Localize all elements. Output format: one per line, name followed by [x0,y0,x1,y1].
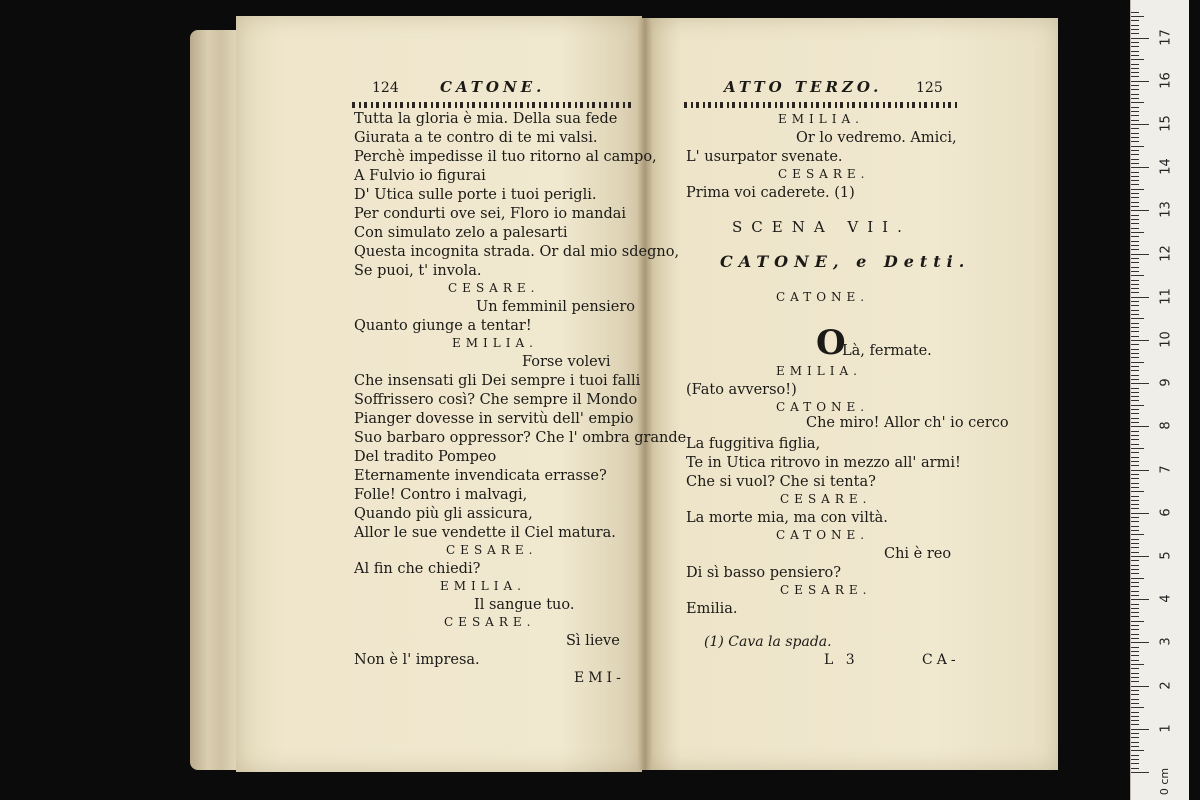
ruler-tick [1131,470,1149,471]
ruler-tick [1131,102,1144,103]
ruler-tick [1131,72,1139,73]
ruler-tick [1131,426,1149,427]
ruler-tick [1131,33,1139,34]
ruler-tick [1131,392,1139,393]
ruler-tick [1131,465,1139,466]
ruler-tick [1131,660,1139,661]
right-line: Che miro! Allor ch' io cerco [806,415,1009,431]
ruler-tick [1131,552,1139,553]
ruler-tick [1131,64,1139,65]
right-line: Emilia. [686,601,738,617]
ruler-tick [1131,616,1139,617]
speaker-name: CESARE. [780,583,872,597]
catchword: EMI- [574,670,625,686]
speaker-name: CATONE. [776,528,870,542]
ruler-tick [1131,288,1139,289]
speaker-name: CESARE. [446,543,538,557]
right-line: Che si vuol? Che si tenta? [686,474,876,490]
ruler-tick [1131,388,1139,389]
ruler-tick [1131,210,1149,211]
ruler-tick [1131,280,1139,281]
ruler-tick [1131,686,1149,687]
right-line: Or lo vedremo. Amici, [796,130,957,146]
left-line: Tutta la gloria è mia. Della sua fede [354,111,618,127]
right-line: Prima voi caderete. (1) [686,185,855,201]
ruler-tick [1131,133,1139,134]
ruler-tick [1131,439,1139,440]
ruler-tick [1131,733,1139,734]
ruler-tick [1131,219,1139,220]
ruler-tick [1131,491,1144,492]
left-line: Perchè impedisse il tuo ritorno al campo, [354,149,657,165]
ruler-tick [1131,690,1139,691]
ruler-tick [1131,534,1144,535]
ruler-tick [1131,694,1139,695]
ruler-tick [1131,383,1149,384]
ruler-tick [1131,232,1144,233]
right-line: (Fato avverso!) [686,382,797,398]
left-line: Del tradito Pompeo [354,449,497,465]
ruler-tick [1131,621,1144,622]
left-line: A Fulvio io figurai [354,168,486,184]
ruler-tick [1131,474,1139,475]
ruler-tick [1131,366,1139,367]
ruler-tick [1131,746,1139,747]
ruler-tick [1131,573,1139,574]
left-line: Suo barbaro oppressor? Che l' ombra grande [354,430,687,446]
ruler-tick [1131,724,1139,725]
ruler-tick [1131,94,1139,95]
ruler-tick [1131,586,1139,587]
ruler-tick [1131,85,1139,86]
left-line: Pianger dovesse in servitù dell' empio [354,411,634,427]
right-running-head: ATTO TERZO. [724,78,883,96]
ruler-tick [1131,422,1139,423]
ruler-tick [1131,318,1144,319]
ruler-tick [1131,327,1139,328]
ruler-tick [1131,500,1139,501]
ruler-tick [1131,89,1139,90]
ruler-tick [1131,712,1139,713]
left-line: Che insensati gli Dei sempre i tuoi falli [354,373,641,389]
ruler-tick [1131,638,1139,639]
ruler-number: 4 [1158,594,1174,603]
left-line: Non è l' impresa. [354,652,480,668]
ruler-number: 2 [1158,680,1174,690]
ruler-tick [1131,55,1139,56]
ruler-tick [1131,608,1139,609]
ruler-tick [1131,223,1139,224]
ruler-tick [1131,612,1139,613]
speaker-name: CATONE. [776,290,870,304]
scene-heading: SCENA VII. [732,218,911,236]
ruler-tick [1131,254,1149,255]
left-line: Con simulato zelo a palesarti [354,225,568,241]
left-line: Questa incognita strada. Or dal mio sdegno, [354,244,680,260]
speaker-name: CESARE. [778,167,870,181]
ruler-tick [1131,720,1139,721]
signature-mark: L 3 [824,652,859,668]
catchword: CA- [922,652,960,668]
ruler-tick [1131,448,1144,449]
ruler-tick [1131,159,1139,160]
ruler-tick [1131,370,1139,371]
ruler-tick [1131,504,1139,505]
ruler-tick [1131,565,1139,566]
right-line: La fuggitiva figlia, [686,436,821,452]
ruler-tick [1131,405,1144,406]
ruler-tick [1131,375,1139,376]
ruler-tick [1131,578,1144,579]
right-line: L' usurpator svenate. [686,149,843,165]
ruler-tick [1131,236,1139,237]
ruler-number: 16 [1158,72,1174,89]
ruler-tick [1131,107,1139,108]
left-line: Sì lieve [566,633,620,649]
ruler-tick [1131,461,1139,462]
ruler-tick [1131,487,1139,488]
ruler-tick [1131,418,1139,419]
ruler-tick [1131,111,1139,112]
ruler-tick [1131,673,1139,674]
left-line: Forse volevi [522,354,611,370]
right-line: Di sì basso pensiero? [686,565,842,581]
measuring-ruler [1130,0,1189,800]
ruler-tick [1131,193,1139,194]
ruler-tick [1131,772,1149,773]
ruler-tick [1131,189,1144,190]
ruler-tick [1131,547,1139,548]
left-line: Se puoi, t' invola. [354,263,482,279]
speaker-name: CESARE. [780,492,872,506]
ruler-tick [1131,556,1149,557]
ruler-tick [1131,275,1144,276]
ruler-tick [1131,176,1139,177]
scene-characters: CATONE, e Detti. [720,252,971,271]
left-line: Per condurti ove sei, Floro io mandai [354,206,627,222]
ruler-tick [1131,699,1139,700]
ruler-tick [1131,146,1144,147]
ruler-tick [1131,128,1139,129]
ruler-tick [1131,331,1139,332]
ruler-tick [1131,496,1139,497]
footnote: (1) Cava la spada. [704,634,832,650]
left-line: D' Utica sulle porte i tuoi perigli. [354,187,597,203]
ruler-tick [1131,647,1139,648]
right-page-number: 125 [916,80,943,96]
ruler-number: 17 [1158,28,1174,46]
ruler-number: 3 [1158,637,1174,647]
ruler-tick [1131,245,1139,246]
ruler-tick [1131,582,1139,583]
ruler-tick [1131,262,1139,263]
speaker-name: EMILIA. [452,336,538,350]
ruler-tick [1131,340,1149,341]
right-line: Te in Utica ritrovo in mezzo all' armi! [686,455,961,471]
ruler-tick [1131,349,1139,350]
ruler-tick [1131,625,1139,626]
right-head-ornament [684,102,960,108]
ruler-tick [1131,742,1139,743]
ruler-number: 5 [1158,551,1174,560]
ruler-tick [1131,172,1139,173]
ruler-tick [1131,184,1139,185]
ruler-tick [1131,703,1139,704]
ruler-tick [1131,76,1139,77]
ruler-tick [1131,604,1139,605]
left-head-ornament [352,102,632,108]
ruler-tick [1131,413,1139,414]
ruler-tick [1131,539,1139,540]
speaker-name: CESARE. [444,615,536,629]
ruler-tick [1131,560,1139,561]
ruler-tick [1131,301,1139,302]
ruler-tick [1131,215,1139,216]
ruler-tick [1131,137,1139,138]
ruler-tick [1131,634,1139,635]
ruler-number: 13 [1158,201,1174,219]
ruler-tick [1131,569,1139,570]
ruler-tick [1131,729,1149,730]
ruler-tick [1131,409,1139,410]
ruler-number: 7 [1158,464,1174,474]
ruler-tick [1131,483,1139,484]
ruler-tick [1131,16,1144,17]
ruler-tick [1131,267,1139,268]
ruler-tick [1131,297,1149,298]
left-line: Eternamente invendicata errasse? [354,468,607,484]
ruler-tick [1131,12,1139,13]
left-line: Un femminil pensiero [476,299,635,315]
ruler-tick [1131,655,1139,656]
ruler-tick [1131,444,1139,445]
ruler-tick [1131,457,1139,458]
ruler-tick [1131,310,1139,311]
right-line: La morte mia, ma con viltà. [686,510,888,526]
right-line: Là, fermate. [842,343,932,359]
ruler-tick [1131,228,1139,229]
ruler-tick [1131,357,1139,358]
ruler-tick [1131,677,1139,678]
ruler-number: 6 [1158,508,1174,517]
ruler-tick [1131,150,1139,151]
ruler-tick [1131,517,1139,518]
ruler-number: 9 [1158,378,1174,387]
left-line: Soffrissero così? Che sempre il Mondo [354,392,638,408]
right-line: Chi è reo [884,546,952,562]
ruler-tick [1131,651,1139,652]
ruler-tick [1131,305,1139,306]
ruler-tick [1131,284,1139,285]
ruler-tick [1131,530,1139,531]
ruler-unit-label: 0 cm [1158,767,1172,796]
ruler-tick [1131,25,1139,26]
ruler-number: 12 [1158,244,1174,262]
ruler-number: 1 [1158,724,1174,733]
ruler-tick [1131,81,1149,82]
left-line: Quanto giunge a tentar! [354,318,532,334]
ruler-tick [1131,759,1139,760]
ruler-tick [1131,120,1139,121]
ruler-tick [1131,664,1144,665]
ruler-tick [1131,98,1139,99]
ruler-tick [1131,435,1139,436]
ruler-tick [1131,180,1139,181]
ruler-tick [1131,543,1139,544]
ruler-tick [1131,400,1139,401]
ruler-number: 8 [1158,421,1174,431]
speaker-name: CESARE. [448,281,540,295]
ruler-tick [1131,124,1149,125]
ruler-tick [1131,163,1139,164]
ruler-tick [1131,629,1139,630]
ruler-tick [1131,249,1139,250]
ruler-tick [1131,478,1139,479]
ruler-tick [1131,167,1149,168]
left-line: Al fin che chiedi? [354,561,481,577]
ruler-tick [1131,271,1139,272]
ruler-tick [1131,737,1139,738]
drop-initial: O [816,323,846,363]
ruler-tick [1131,115,1139,116]
ruler-tick [1131,154,1139,155]
ruler-tick [1131,353,1139,354]
left-page-number: 124 [372,80,399,96]
ruler-tick [1131,241,1139,242]
ruler-tick [1131,51,1139,52]
ruler-tick [1131,141,1139,142]
left-line: Giurata a te contro di te mi valsi. [354,130,598,146]
ruler-tick [1131,323,1139,324]
ruler-tick [1131,396,1139,397]
ruler-tick [1131,314,1139,315]
left-line: Quando più gli assicura, [354,506,533,522]
ruler-tick [1131,599,1149,600]
ruler-tick [1131,591,1139,592]
ruler-tick [1131,206,1139,207]
left-line: Allor le sue vendette il Ciel matura. [354,525,616,541]
ruler-tick [1131,29,1139,30]
ruler-tick [1131,59,1144,60]
speaker-name: EMILIA. [778,112,864,126]
ruler-tick [1131,452,1139,453]
ruler-tick [1131,526,1139,527]
left-running-head: CATONE. [440,78,546,96]
ruler-number: 10 [1158,331,1174,348]
ruler-tick [1131,202,1139,203]
ruler-tick [1131,292,1139,293]
ruler-tick [1131,716,1139,717]
ruler-tick [1131,197,1139,198]
ruler-number: 11 [1158,288,1174,305]
ruler-tick [1131,595,1139,596]
ruler-tick [1131,763,1139,764]
book-gutter [638,18,652,770]
ruler-tick [1131,344,1139,345]
ruler-tick [1131,768,1139,769]
left-line: Folle! Contro i malvagi, [354,487,528,503]
ruler-tick [1131,20,1139,21]
ruler-tick [1131,750,1144,751]
ruler-tick [1131,362,1144,363]
ruler-tick [1131,668,1139,669]
ruler-tick [1131,508,1139,509]
ruler-tick [1131,38,1149,39]
speaker-name: EMILIA. [776,364,862,378]
speaker-name: EMILIA. [440,579,526,593]
ruler-tick [1131,755,1139,756]
ruler-tick [1131,46,1139,47]
ruler-number: 15 [1158,115,1174,132]
left-line: Il sangue tuo. [474,597,575,613]
ruler-tick [1131,431,1139,432]
ruler-tick [1131,258,1139,259]
ruler-tick [1131,642,1149,643]
ruler-tick [1131,707,1144,708]
ruler-tick [1131,336,1139,337]
ruler-tick [1131,379,1139,380]
ruler-tick [1131,68,1139,69]
ruler-number: 14 [1158,158,1174,175]
speaker-name: CATONE. [776,400,870,414]
ruler-tick [1131,513,1149,514]
ruler-tick [1131,42,1139,43]
ruler-tick [1131,521,1139,522]
ruler-tick [1131,681,1139,682]
